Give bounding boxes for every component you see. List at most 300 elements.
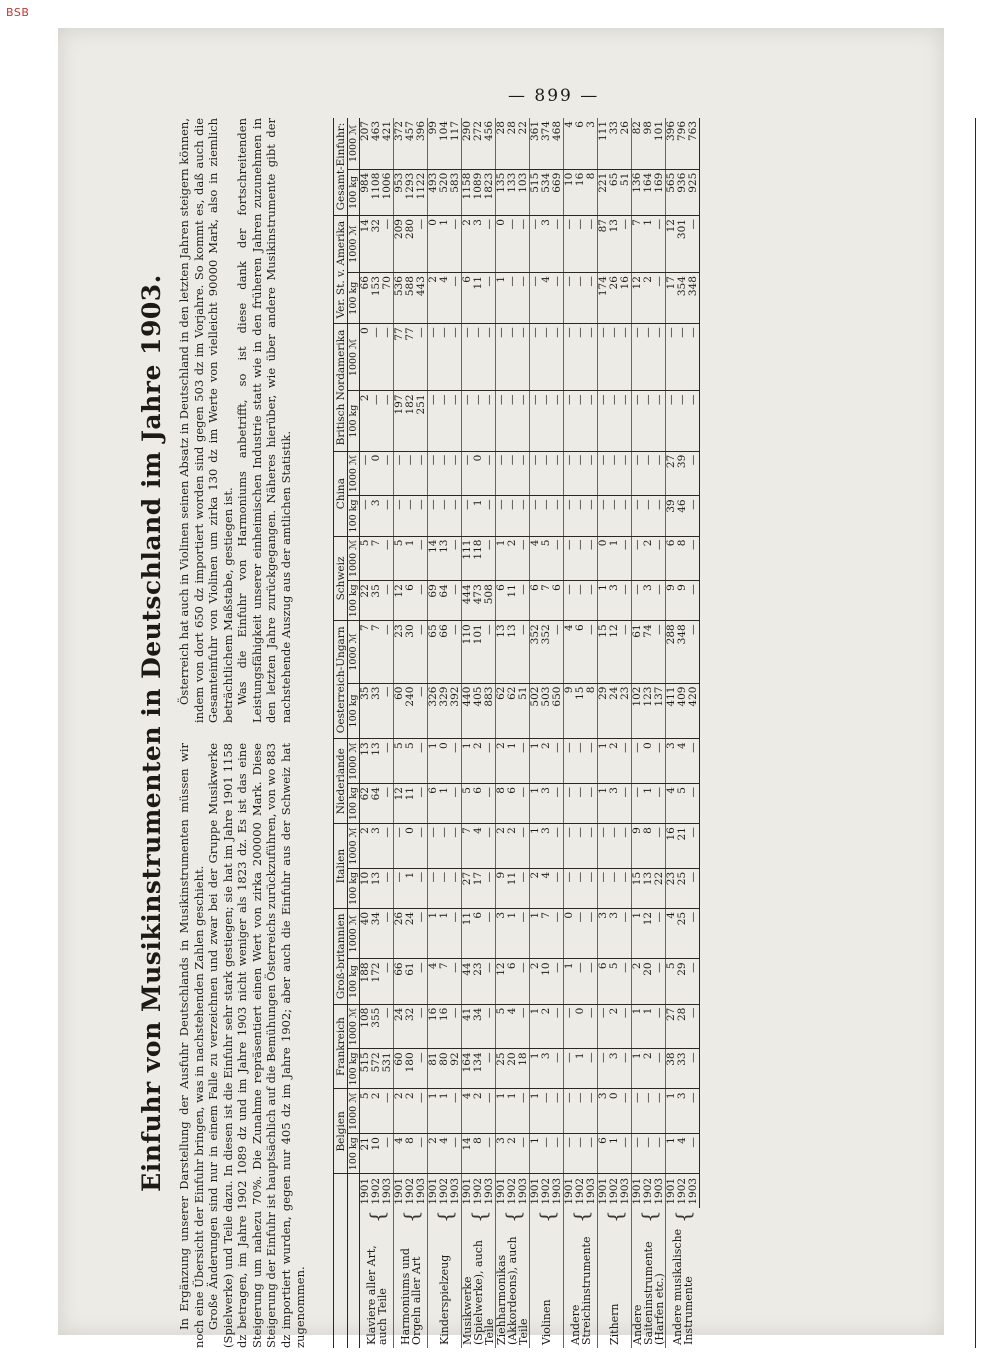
value-cell: 503: [541, 683, 552, 739]
year-cell: 1903: [585, 1177, 597, 1205]
value-cell: 0: [609, 1089, 620, 1134]
value-cell: 1: [439, 784, 450, 824]
value-cell: 1: [405, 868, 416, 908]
value-cell: 5: [360, 536, 372, 581]
value-cell: 65: [609, 169, 620, 215]
value-cell: 8: [496, 784, 508, 824]
table-row: [632, 118, 644, 1348]
value-cell: 6: [552, 581, 564, 621]
value-cell: 5: [609, 959, 620, 1004]
value-cell: —: [586, 784, 598, 824]
value-cell: 421: [382, 118, 394, 169]
table-row: [643, 118, 654, 1348]
value-cell: —: [382, 496, 394, 536]
value-cell: —: [564, 216, 576, 273]
value-cell: —: [382, 536, 394, 581]
value-cell: 11: [507, 868, 518, 908]
value-cell: —: [416, 621, 428, 683]
unit-header-100kg: 100 kg: [348, 784, 360, 824]
unit-header-100kg: 100 kg: [348, 868, 360, 908]
value-cell: 7: [541, 581, 552, 621]
value-cell: —: [518, 536, 530, 581]
table-row: [586, 118, 598, 1348]
value-cell: 1108: [371, 169, 382, 215]
value-cell: —: [507, 451, 518, 496]
value-cell: 92: [450, 1049, 462, 1089]
value-cell: —: [382, 908, 394, 958]
value-cell: 25: [677, 868, 688, 908]
brace-glyph: {: [462, 1208, 496, 1225]
value-cell: 28: [507, 118, 518, 169]
value-cell: 7: [632, 216, 644, 273]
value-cell: 2: [496, 824, 508, 869]
value-cell: 763: [688, 118, 700, 169]
value-cell: —: [620, 621, 632, 683]
table-body: [360, 118, 700, 1348]
value-cell: —: [394, 824, 406, 869]
table-row: [371, 118, 382, 1348]
category-label: Klaviere aller Art, auch Teile: [360, 1225, 394, 1348]
value-cell: —: [416, 739, 428, 784]
year-cell: 1903: [483, 1177, 495, 1205]
value-cell: 2: [496, 739, 508, 784]
value-cell: 23: [473, 959, 484, 1004]
value-cell: 16: [666, 824, 678, 869]
value-cell: 11: [462, 908, 474, 958]
value-cell: 16: [575, 169, 586, 215]
value-cell: 5: [541, 536, 552, 581]
unit-header-100kg: 100 kg: [348, 496, 360, 536]
value-cell: 1: [530, 784, 542, 824]
value-cell: 13: [496, 621, 508, 683]
value-cell: —: [518, 216, 530, 273]
value-cell: —: [688, 1134, 700, 1174]
value-cell: 7: [371, 621, 382, 683]
value-cell: 6: [405, 581, 416, 621]
year-cell: 1903: [517, 1177, 529, 1205]
value-cell: 29: [677, 959, 688, 1004]
value-cell: —: [575, 216, 586, 273]
value-cell: 1: [507, 908, 518, 958]
value-cell: —: [382, 739, 394, 784]
value-cell: —: [598, 391, 610, 451]
value-cell: —: [598, 451, 610, 496]
year-cell: 1902: [642, 1177, 654, 1205]
value-cell: —: [598, 324, 610, 391]
value-cell: —: [688, 216, 700, 273]
value-cell: 4: [666, 784, 678, 824]
value-cell: 4: [530, 536, 542, 581]
value-cell: 2: [371, 1089, 382, 1134]
value-cell: —: [484, 324, 496, 391]
value-cell: —: [564, 824, 576, 869]
value-cell: 2: [530, 868, 542, 908]
table-row: [473, 118, 484, 1348]
value-cell: —: [643, 1134, 654, 1174]
value-cell: 473: [473, 581, 484, 621]
value-cell: 111: [598, 118, 610, 169]
value-cell: —: [484, 739, 496, 784]
intro-paragraph: In Ergänzung unserer Darstellung der Ausfuhr Deutschlands in Musikinstrumenten müssen wir noch eine Übersicht der Einfuhr bringen, was in nachstehenden Zahlen geschieht.: [177, 743, 206, 1348]
category-header: [334, 1174, 348, 1348]
value-cell: 4: [507, 1004, 518, 1049]
value-cell: 33: [677, 1049, 688, 1089]
value-cell: 329: [439, 683, 450, 739]
value-cell: —: [643, 496, 654, 536]
value-cell: —: [564, 784, 576, 824]
value-cell: —: [586, 908, 598, 958]
category-label: Violinen: [530, 1225, 564, 1348]
value-cell: 197: [394, 391, 406, 451]
value-cell: 10: [371, 1134, 382, 1174]
value-cell: 74: [643, 621, 654, 683]
value-cell: 1: [507, 739, 518, 784]
value-cell: 1: [666, 1134, 678, 1174]
value-cell: 515: [360, 1049, 372, 1089]
value-cell: —: [586, 739, 598, 784]
table-row: [462, 118, 474, 1348]
value-cell: —: [575, 908, 586, 958]
value-cell: 6: [598, 959, 610, 1004]
value-cell: 3: [609, 784, 620, 824]
year-cell: 1901: [360, 1174, 372, 1209]
table-row: [428, 118, 440, 1348]
value-cell: 468: [552, 118, 564, 169]
value-cell: 6: [496, 581, 508, 621]
value-cell: 1: [643, 784, 654, 824]
table-row: [654, 118, 666, 1348]
value-cell: 520: [439, 169, 450, 215]
value-cell: —: [643, 324, 654, 391]
value-cell: 1: [428, 1089, 440, 1134]
value-cell: 925: [688, 169, 700, 215]
table-row: [598, 118, 610, 1348]
value-cell: 3: [371, 496, 382, 536]
unit-header-1000m: 1000 ℳ: [348, 739, 360, 784]
unit-header-100kg: 100 kg: [348, 1134, 360, 1174]
value-cell: 20: [507, 1049, 518, 1089]
value-cell: —: [552, 784, 564, 824]
value-cell: —: [462, 496, 474, 536]
country-header-row: [334, 118, 348, 1348]
value-cell: 34: [473, 1004, 484, 1049]
value-cell: —: [416, 908, 428, 958]
value-cell: —: [643, 451, 654, 496]
value-cell: —: [416, 1089, 428, 1134]
value-cell: 28: [496, 118, 508, 169]
value-cell: 1: [530, 1134, 542, 1174]
value-cell: —: [428, 451, 440, 496]
intro-paragraph: Was die Einfuhr von Harmoniums anbetrifft, so ist diese dank der fortschreitenden Leistungsfähigkeit unserer einheimischen Industrie statt wie in den früheren Jahren zuzunehmen in den letzten Jahre zurückgegangen. Näheres hierüber, wie über andere Musikinstrumente gibt der nachstehende Auszug aus der amtlichen Statistik.: [235, 118, 293, 723]
intro-paragraph: Österreich hat auch in Violinen seinen Absatz in Deutschland in den letzten Jahren steigern können, indem von dort 650 dz importiert worden sind gegen 503 dz im Vorjahre. So kommt es, daß auch die Gesamteinfuhr von Violinen um zirka 130 dz im Werte von vielleicht 90000 Mark, also in ziemlich beträchtlichem Maßstabe, gestiegen ist.: [177, 118, 235, 723]
value-cell: 240: [405, 683, 416, 739]
value-cell: —: [598, 496, 610, 536]
value-cell: —: [632, 784, 644, 824]
value-cell: —: [688, 451, 700, 496]
value-cell: —: [575, 451, 586, 496]
value-cell: 2: [394, 1089, 406, 1134]
value-cell: —: [586, 451, 598, 496]
value-cell: —: [518, 1089, 530, 1134]
value-cell: 6: [473, 908, 484, 958]
value-cell: 87: [598, 216, 610, 273]
value-cell: —: [484, 536, 496, 581]
value-cell: —: [632, 1134, 644, 1174]
value-cell: —: [507, 324, 518, 391]
value-cell: —: [484, 1134, 496, 1174]
value-cell: 65: [428, 621, 440, 683]
value-cell: 1293: [405, 169, 416, 215]
value-cell: 1: [439, 216, 450, 273]
value-cell: 1122: [416, 169, 428, 215]
brace-glyph: {: [360, 1208, 394, 1225]
year-cell: 1901: [598, 1174, 610, 1209]
value-cell: 3: [541, 824, 552, 869]
value-cell: —: [484, 496, 496, 536]
value-cell: 354: [677, 273, 688, 324]
value-cell: 180: [405, 1049, 416, 1089]
value-cell: —: [382, 683, 394, 739]
value-cell: 6: [530, 581, 542, 621]
value-cell: 409: [677, 683, 688, 739]
brace-glyph: {: [564, 1208, 598, 1225]
value-cell: 5: [677, 784, 688, 824]
value-cell: —: [462, 324, 474, 391]
value-cell: 405: [473, 683, 484, 739]
value-cell: —: [518, 908, 530, 958]
value-cell: 2: [360, 824, 372, 869]
value-cell: —: [484, 216, 496, 273]
value-cell: —: [416, 1004, 428, 1049]
value-cell: 134: [473, 1049, 484, 1089]
value-cell: —: [450, 536, 462, 581]
year-cell: 1902: [404, 1177, 416, 1205]
unit-header-row: [348, 118, 360, 1348]
value-cell: 1: [530, 1004, 542, 1049]
value-cell: —: [620, 391, 632, 451]
value-cell: 117: [450, 118, 462, 169]
value-cell: —: [552, 824, 564, 869]
value-cell: —: [552, 391, 564, 451]
value-cell: 3: [666, 739, 678, 784]
value-cell: 9: [564, 683, 576, 739]
value-cell: 2: [507, 824, 518, 869]
value-cell: —: [462, 451, 474, 496]
value-cell: —: [609, 324, 620, 391]
year-cell: 1903: [449, 1177, 461, 1205]
value-cell: 12: [609, 621, 620, 683]
value-cell: —: [541, 1089, 552, 1134]
table-row: [575, 118, 586, 1348]
value-cell: 1: [666, 1089, 678, 1134]
value-cell: 280: [405, 216, 416, 273]
value-cell: 21: [677, 824, 688, 869]
value-cell: —: [620, 868, 632, 908]
value-cell: 16: [428, 1004, 440, 1049]
value-cell: —: [620, 908, 632, 958]
value-cell: —: [564, 739, 576, 784]
value-cell: 583: [450, 169, 462, 215]
value-cell: 1: [530, 1049, 542, 1089]
category-label: Musikwerke (Spielwerke), auch Teile: [462, 1225, 496, 1348]
value-cell: —: [450, 824, 462, 869]
table-row: [518, 118, 530, 1348]
value-cell: —: [484, 1004, 496, 1049]
value-cell: 172: [371, 959, 382, 1004]
value-cell: 444: [462, 581, 474, 621]
value-cell: 10: [360, 868, 372, 908]
value-cell: —: [382, 1134, 394, 1174]
category-subheader: [348, 1174, 360, 1348]
year-cell: 1901: [428, 1174, 440, 1209]
value-cell: 35: [360, 683, 372, 739]
table-row: [484, 118, 496, 1348]
value-cell: —: [382, 1089, 394, 1134]
value-cell: —: [416, 959, 428, 1004]
brace-glyph: {: [530, 1208, 564, 1225]
country-header: Ver. St. v. Amerika: [334, 216, 348, 324]
country-header: China: [334, 451, 348, 536]
value-cell: —: [632, 451, 644, 496]
value-cell: 40: [360, 908, 372, 958]
value-cell: 2: [473, 739, 484, 784]
value-cell: —: [677, 324, 688, 391]
table-row: [507, 118, 518, 1348]
value-cell: 30: [405, 621, 416, 683]
value-cell: —: [416, 216, 428, 273]
value-cell: —: [575, 496, 586, 536]
value-cell: 27: [666, 451, 678, 496]
value-cell: 5: [405, 739, 416, 784]
value-cell: 456: [484, 118, 496, 169]
value-cell: 77: [394, 324, 406, 391]
value-cell: 796: [677, 118, 688, 169]
value-cell: —: [518, 324, 530, 391]
value-cell: —: [450, 581, 462, 621]
value-cell: —: [382, 1004, 394, 1049]
value-cell: —: [518, 868, 530, 908]
value-cell: 60: [394, 683, 406, 739]
value-cell: 12: [643, 908, 654, 958]
year-cell: 1903: [415, 1177, 427, 1205]
value-cell: 1: [598, 784, 610, 824]
value-cell: 0: [360, 324, 372, 391]
value-cell: —: [530, 391, 542, 451]
value-cell: —: [586, 1089, 598, 1134]
value-cell: —: [552, 1134, 564, 1174]
unit-header-100kg: 100 kg: [348, 273, 360, 324]
value-cell: 15: [598, 621, 610, 683]
value-cell: 24: [394, 1004, 406, 1049]
value-cell: 61: [632, 621, 644, 683]
value-cell: 355: [371, 1004, 382, 1049]
value-cell: 27: [462, 868, 474, 908]
value-cell: 7: [439, 959, 450, 1004]
scanned-page: [58, 28, 944, 1348]
value-cell: —: [564, 868, 576, 908]
value-cell: 24: [405, 908, 416, 958]
unit-header-1000m: 1000 ℳ: [348, 621, 360, 683]
value-cell: 1: [496, 273, 508, 324]
country-header: Britisch Nordamerika: [334, 324, 348, 451]
value-cell: 20: [643, 959, 654, 1004]
value-cell: —: [484, 959, 496, 1004]
table-row: [360, 118, 372, 1348]
value-cell: —: [450, 391, 462, 451]
value-cell: 2: [428, 273, 440, 324]
value-cell: 38: [666, 1049, 678, 1089]
value-cell: 23: [394, 621, 406, 683]
value-cell: 12: [496, 959, 508, 1004]
value-cell: —: [473, 324, 484, 391]
value-cell: 669: [552, 169, 564, 215]
value-cell: 3: [586, 118, 598, 169]
value-cell: 348: [688, 273, 700, 324]
category-label: Andere musikalische Instrumente: [666, 1225, 700, 1348]
value-cell: —: [405, 496, 416, 536]
value-cell: —: [552, 868, 564, 908]
value-cell: —: [484, 784, 496, 824]
value-cell: 443: [416, 273, 428, 324]
value-cell: 0: [428, 216, 440, 273]
value-cell: —: [575, 324, 586, 391]
value-cell: —: [382, 784, 394, 824]
value-cell: —: [541, 496, 552, 536]
value-cell: 99: [428, 118, 440, 169]
value-cell: 1: [428, 739, 440, 784]
value-cell: —: [654, 581, 666, 621]
value-cell: —: [620, 959, 632, 1004]
value-cell: 4: [439, 273, 450, 324]
year-cell: 1901: [666, 1174, 678, 1209]
value-cell: 2: [643, 1049, 654, 1089]
value-cell: —: [620, 451, 632, 496]
value-cell: 0: [575, 1004, 586, 1049]
value-cell: —: [552, 536, 564, 581]
value-cell: 12: [666, 216, 678, 273]
value-cell: —: [654, 216, 666, 273]
value-cell: —: [620, 1089, 632, 1134]
country-header: Niederlande: [334, 739, 348, 824]
value-cell: 5: [394, 536, 406, 581]
unit-header-1000m: 1000 ℳ: [348, 1004, 360, 1049]
value-cell: 62: [507, 683, 518, 739]
value-cell: 169: [654, 169, 666, 215]
value-cell: —: [586, 324, 598, 391]
value-cell: 3: [609, 908, 620, 958]
value-cell: 1: [598, 581, 610, 621]
value-cell: —: [450, 324, 462, 391]
value-cell: —: [586, 496, 598, 536]
unit-header-1000m: 1000 ℳ: [348, 1089, 360, 1134]
value-cell: —: [564, 1004, 576, 1049]
year-cell: 1902: [370, 1177, 382, 1205]
value-cell: —: [450, 1089, 462, 1134]
value-cell: —: [428, 324, 440, 391]
value-cell: —: [586, 621, 598, 683]
value-cell: 13: [609, 216, 620, 273]
value-cell: 101: [654, 118, 666, 169]
import-table: [333, 118, 700, 1348]
value-cell: 13: [360, 739, 372, 784]
country-header: Frankreich: [334, 1004, 348, 1089]
value-cell: 1158: [462, 169, 474, 215]
value-cell: 463: [371, 118, 382, 169]
value-cell: —: [575, 581, 586, 621]
unit-header-1000m: 1000 ℳ: [348, 536, 360, 581]
value-cell: 11: [473, 273, 484, 324]
value-cell: 0: [371, 451, 382, 496]
